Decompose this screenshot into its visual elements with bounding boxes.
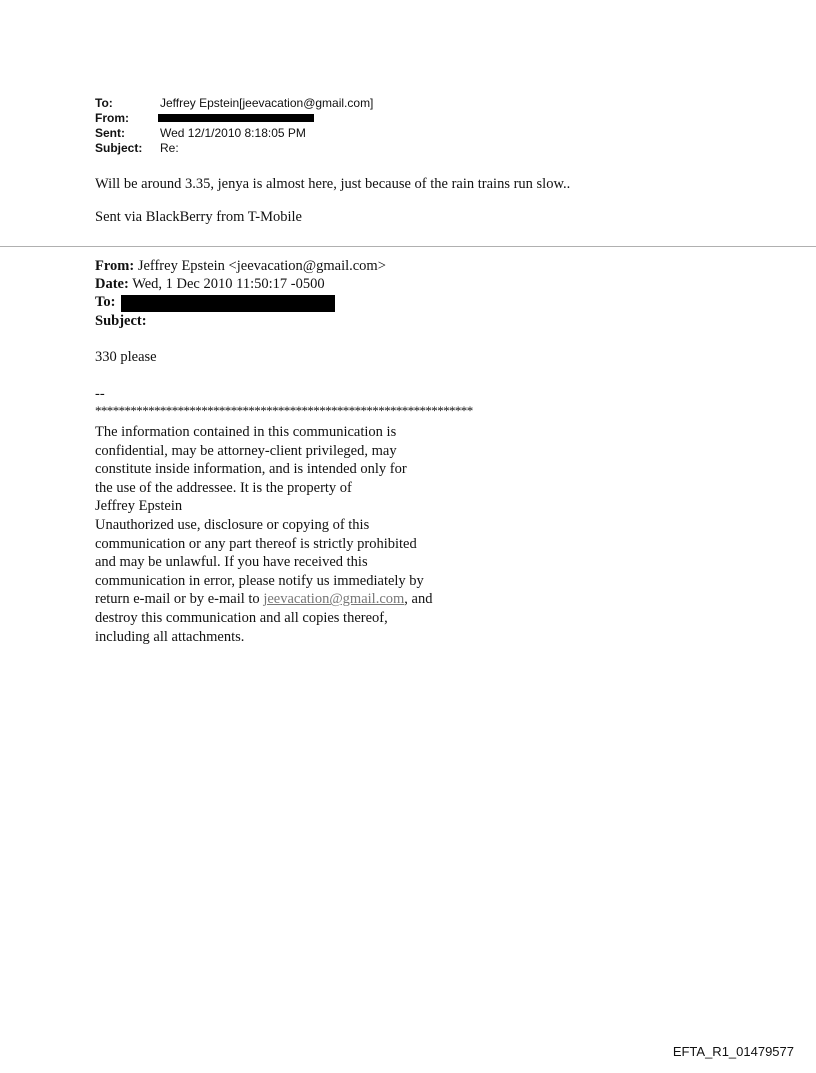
quoted-subject-line xyxy=(95,313,147,330)
disclaimer-line: The information contained in this communication is xyxy=(95,424,397,440)
quoted-to-line xyxy=(95,294,115,311)
disclaimer-line: including all attachments. xyxy=(95,628,245,645)
return-line-suffix: , and xyxy=(404,591,433,608)
from-label: From: xyxy=(95,111,129,125)
quoted-date-line xyxy=(95,276,325,293)
disclaimer-line: destroy this communication and all copies thereof, xyxy=(95,609,388,626)
confidentiality-disclaimer xyxy=(95,423,432,646)
disclaimer-line: constitute inside information, and is intended only for xyxy=(95,461,407,478)
message-body: Will be around 3.35, jenya is almost here, just because of the rain trains run slow.. xyxy=(95,176,571,192)
to-label: To: xyxy=(95,96,113,110)
quoted-from-value: Jeffrey Epstein <jeevacation@gmail.com> xyxy=(134,258,386,274)
disclaimer-line: and may be unlawful. If you have received this xyxy=(95,554,368,571)
disclaimer-line: Unauthorized use, disclosure or copying of this xyxy=(95,516,370,533)
redaction-from xyxy=(158,114,314,122)
email-header xyxy=(95,97,495,157)
subject-value: Re: xyxy=(160,141,179,155)
quoted-from-label: From: xyxy=(95,258,135,274)
quoted-body: 330 please xyxy=(95,349,157,365)
subject-label: Subject: xyxy=(95,141,143,155)
disclaimer-line: the use of the addressee. It is the property of xyxy=(95,479,352,496)
disclaimer-line: communication or any part thereof is strictly prohibited xyxy=(95,535,417,552)
disclaimer-line: Jeffrey Epstein xyxy=(95,498,183,515)
quoted-from-line xyxy=(95,258,386,275)
sent-label: Sent: xyxy=(95,126,125,140)
to-value: Jeffrey Epstein[jeevacation@gmail.com] xyxy=(160,96,374,110)
message-signature: Sent via BlackBerry from T-Mobile xyxy=(95,209,302,225)
quoted-date-value: Wed, 1 Dec 2010 11:50:17 -0500 xyxy=(128,276,325,292)
signature-stars: **************************************************************** xyxy=(95,403,473,418)
redaction-to xyxy=(121,295,335,312)
quoted-subject-label: Subject: xyxy=(95,313,147,329)
quoted-to-label: To: xyxy=(95,294,116,310)
quoted-date-label: Date: xyxy=(95,276,129,292)
email-link[interactable]: jeevacation@gmail.com xyxy=(263,591,405,608)
signature-dashes: -- xyxy=(95,386,105,402)
separator-line xyxy=(0,246,816,247)
disclaimer-return-line xyxy=(95,590,432,609)
document-id: EFTA_R1_01479577 xyxy=(672,1044,794,1059)
return-line-prefix: return e-mail or by e-mail to xyxy=(95,591,264,608)
sent-value: Wed 12/1/2010 8:18:05 PM xyxy=(160,126,306,140)
disclaimer-line: communication in error, please notify us immediately by xyxy=(95,572,424,589)
disclaimer-line: confidential, may be attorney-client privileged, may xyxy=(95,442,397,459)
